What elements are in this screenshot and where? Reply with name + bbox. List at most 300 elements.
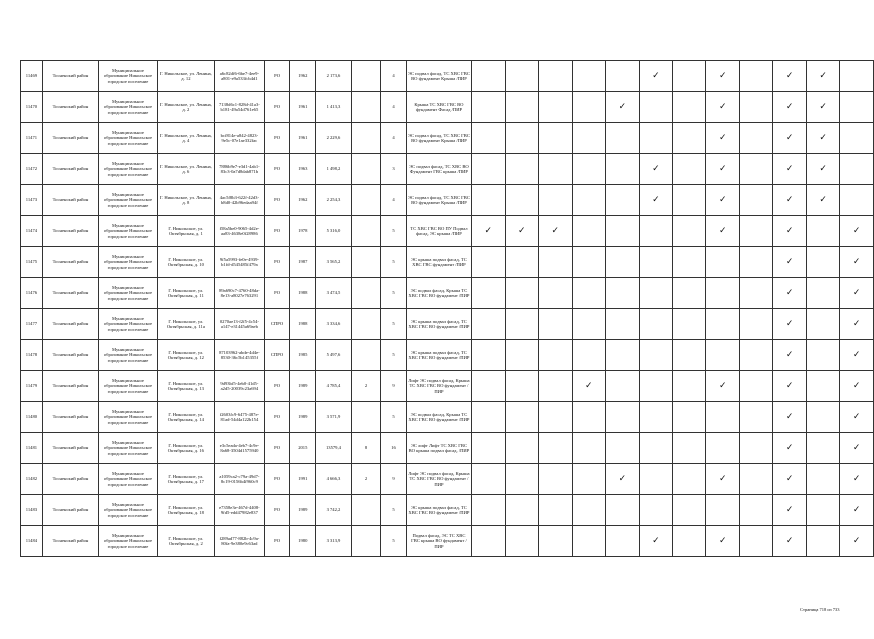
check-cell xyxy=(505,247,539,278)
check-cell xyxy=(739,495,772,526)
works-cell: ЭС подвал фасад, ТС ХВС ВО Фундамент ГВС крыша /ПИР xyxy=(406,154,471,185)
check-cell xyxy=(673,61,706,92)
method-cell: РО xyxy=(264,185,290,216)
check-cell xyxy=(472,464,506,495)
method-cell: РО xyxy=(264,464,290,495)
checkmark-icon: ✓ xyxy=(852,504,861,515)
value-cell xyxy=(351,216,380,247)
check-cell xyxy=(806,309,840,340)
check-cell xyxy=(806,185,840,216)
check-cell xyxy=(739,433,772,464)
check-cell xyxy=(706,495,740,526)
value-cell xyxy=(351,278,380,309)
address-cell: Г. Никольское, ул. Октябрьская, д. 11 xyxy=(157,278,214,309)
check-cell xyxy=(673,123,706,154)
checkmark-icon: ✓ xyxy=(785,442,794,453)
year-cell: 1989 xyxy=(290,371,316,402)
check-cell xyxy=(773,309,807,340)
checkmark-icon: ✓ xyxy=(718,163,727,174)
check-cell xyxy=(840,123,874,154)
check-cell xyxy=(639,309,673,340)
table-row xyxy=(21,123,874,154)
method-cell: РО xyxy=(264,371,290,402)
check-cell xyxy=(639,402,673,433)
municipality-cell: Муниципальное образование Никольское городское поселение xyxy=(99,123,158,154)
method-cell: РО xyxy=(264,433,290,464)
checkmark-icon: ✓ xyxy=(718,194,727,205)
checkmark-icon: ✓ xyxy=(785,70,794,81)
check-cell xyxy=(673,154,706,185)
floors-cell: 3 xyxy=(381,154,407,185)
check-cell xyxy=(572,402,606,433)
checkmark-icon: ✓ xyxy=(852,442,861,453)
check-cell xyxy=(572,61,606,92)
works-cell: Лифт ЭС подвал фасад, Крыша ТС ХВС ГВС ВО фундамент /ПИР xyxy=(406,464,471,495)
check-cell xyxy=(472,495,506,526)
check-cell xyxy=(773,92,807,123)
check-cell xyxy=(706,402,740,433)
check-cell xyxy=(505,216,539,247)
checkmark-icon: ✓ xyxy=(819,101,827,112)
check-cell xyxy=(773,247,807,278)
district-cell: Тосненский район xyxy=(42,433,98,464)
method-cell: РО xyxy=(264,278,290,309)
check-cell xyxy=(773,495,807,526)
checkmark-icon: ✓ xyxy=(718,380,727,391)
guid-cell: f2603fc9-6475-487e-81ad-54d4a122b154 xyxy=(215,402,265,433)
register-table xyxy=(20,60,874,557)
check-cell xyxy=(739,247,772,278)
floors-cell: 5 xyxy=(381,340,407,371)
check-cell xyxy=(639,278,673,309)
guid-cell: f289ad77-882b-4c9a-80fa-9e380e9c63ad xyxy=(215,526,265,557)
checkmark-icon: ✓ xyxy=(718,132,727,143)
area-cell: 1 498,2 xyxy=(316,154,352,185)
check-cell xyxy=(840,464,874,495)
check-cell xyxy=(739,92,772,123)
check-cell xyxy=(606,61,640,92)
check-cell xyxy=(806,92,840,123)
check-cell xyxy=(505,92,539,123)
municipality-cell: Муниципальное образование Никольское городское поселение xyxy=(99,216,158,247)
checkmark-icon: ✓ xyxy=(785,504,794,515)
check-cell xyxy=(840,526,874,557)
district-cell: Тосненский район xyxy=(42,92,98,123)
district-cell: Тосненский район xyxy=(42,526,98,557)
check-cell xyxy=(706,216,740,247)
check-cell xyxy=(539,216,573,247)
check-cell xyxy=(673,433,706,464)
check-cell xyxy=(706,526,740,557)
check-cell xyxy=(472,123,506,154)
check-cell xyxy=(739,185,772,216)
row-id: 11480 xyxy=(21,402,43,433)
check-cell xyxy=(472,278,506,309)
page-footer: Страница 718 из 733 xyxy=(800,607,840,612)
check-cell xyxy=(739,216,772,247)
check-cell xyxy=(572,92,606,123)
check-cell xyxy=(773,154,807,185)
check-cell xyxy=(840,92,874,123)
check-cell xyxy=(606,371,640,402)
municipality-cell: Муниципальное образование Никольское городское поселение xyxy=(99,340,158,371)
check-cell xyxy=(572,433,606,464)
year-cell: 1989 xyxy=(290,402,316,433)
district-cell: Тосненский район xyxy=(42,495,98,526)
check-cell xyxy=(639,154,673,185)
guid-cell: e7358e3e-467d-4408-9fd5-edd47982e837 xyxy=(215,495,265,526)
check-cell xyxy=(539,123,573,154)
district-cell: Тосненский район xyxy=(42,278,98,309)
guid-cell: a1059ca2-c79a-49d7-8c19-0156b4f960c9 xyxy=(215,464,265,495)
check-cell xyxy=(739,340,772,371)
guid-cell: e3c5eada-4eb7-4c9e-8a68-3504d1575940 xyxy=(215,433,265,464)
check-cell xyxy=(840,371,874,402)
check-cell xyxy=(840,185,874,216)
check-cell xyxy=(773,371,807,402)
floors-cell: 4 xyxy=(381,92,407,123)
municipality-cell: Муниципальное образование Никольское городское поселение xyxy=(99,278,158,309)
floors-cell: 4 xyxy=(381,123,407,154)
checkmark-icon: ✓ xyxy=(785,256,794,267)
check-cell xyxy=(472,309,506,340)
year-cell: 1962 xyxy=(290,185,316,216)
method-cell: РО xyxy=(264,216,290,247)
address-cell: Г. Никольское, ул. Ленина, д. 8 xyxy=(157,185,214,216)
check-cell xyxy=(706,371,740,402)
check-cell xyxy=(539,464,573,495)
check-cell xyxy=(706,464,740,495)
method-cell: СПРО xyxy=(264,309,290,340)
checkmark-icon: ✓ xyxy=(785,163,794,174)
checkmark-icon: ✓ xyxy=(852,473,861,484)
area-cell: 3 565,2 xyxy=(316,247,352,278)
check-cell xyxy=(806,154,840,185)
floors-cell: 4 xyxy=(381,185,407,216)
check-cell xyxy=(539,61,573,92)
table-row xyxy=(21,278,874,309)
check-cell xyxy=(739,309,772,340)
floors-cell: 5 xyxy=(381,402,407,433)
check-cell xyxy=(472,216,506,247)
year-cell: 1991 xyxy=(290,464,316,495)
check-cell xyxy=(539,247,573,278)
method-cell: РО xyxy=(264,526,290,557)
check-cell xyxy=(539,340,573,371)
area-cell: 3 571,9 xyxy=(316,402,352,433)
check-cell xyxy=(539,309,573,340)
address-cell: Г. Никольское, ул. Октябрьская, д. 18 xyxy=(157,495,214,526)
check-cell xyxy=(673,247,706,278)
check-cell xyxy=(806,340,840,371)
works-cell: ТС ХВС ГВС ВО ПУ Подвал фасад, ЭС крыша /ПИР xyxy=(406,216,471,247)
check-cell xyxy=(806,123,840,154)
check-cell xyxy=(739,402,772,433)
check-cell xyxy=(639,371,673,402)
municipality-cell: Муниципальное образование Никольское городское поселение xyxy=(99,309,158,340)
check-cell xyxy=(639,433,673,464)
checkmark-icon: ✓ xyxy=(785,380,794,391)
year-cell: 1987 xyxy=(290,247,316,278)
check-cell xyxy=(505,61,539,92)
district-cell: Тосненский район xyxy=(42,371,98,402)
area-cell: 3 313,9 xyxy=(316,526,352,557)
check-cell xyxy=(472,154,506,185)
municipality-cell: Муниципальное образование Никольское городское поселение xyxy=(99,247,158,278)
value-cell xyxy=(351,61,380,92)
check-cell xyxy=(572,154,606,185)
address-cell: Г. Никольское, ул. Октябрьская, д. 14 xyxy=(157,402,214,433)
check-cell xyxy=(639,185,673,216)
year-cell: 1963 xyxy=(290,154,316,185)
check-cell xyxy=(840,340,874,371)
check-cell xyxy=(472,526,506,557)
area-cell: 4 785,4 xyxy=(316,371,352,402)
works-cell: Крыша ТС ХВС ГВС ВО фундамент Фасад /ПИР xyxy=(406,92,471,123)
check-cell xyxy=(606,340,640,371)
check-cell xyxy=(505,278,539,309)
checkmark-icon: ✓ xyxy=(652,535,660,546)
guid-cell: bcf814e-a842-4823-9e5c-07e1ae332fac xyxy=(215,123,265,154)
value-cell xyxy=(351,92,380,123)
checkmark-icon: ✓ xyxy=(518,225,526,236)
municipality-cell: Муниципальное образование Никольское городское поселение xyxy=(99,92,158,123)
checkmark-icon: ✓ xyxy=(852,535,861,546)
check-cell xyxy=(773,464,807,495)
check-cell xyxy=(706,154,740,185)
checkmark-icon: ✓ xyxy=(852,411,861,422)
check-cell xyxy=(505,433,539,464)
check-cell xyxy=(539,526,573,557)
area-cell: 2 254,3 xyxy=(316,185,352,216)
check-cell xyxy=(840,433,874,464)
floors-cell: 5 xyxy=(381,247,407,278)
check-cell xyxy=(472,185,506,216)
value-cell: 2 xyxy=(351,371,380,402)
checkmark-icon: ✓ xyxy=(618,101,627,112)
check-cell xyxy=(706,340,740,371)
year-cell: 2015 xyxy=(290,433,316,464)
checkmark-icon: ✓ xyxy=(785,225,794,236)
check-cell xyxy=(840,154,874,185)
check-cell xyxy=(505,402,539,433)
check-cell xyxy=(739,123,772,154)
check-cell xyxy=(505,464,539,495)
checkmark-icon: ✓ xyxy=(852,318,861,329)
checkmark-icon: ✓ xyxy=(785,349,794,360)
checkmark-icon: ✓ xyxy=(785,473,794,484)
check-cell xyxy=(639,216,673,247)
check-cell xyxy=(572,526,606,557)
check-cell xyxy=(840,247,874,278)
area-cell: 5 497,6 xyxy=(316,340,352,371)
row-id: 11470 xyxy=(21,92,43,123)
checkmark-icon: ✓ xyxy=(785,287,794,298)
value-cell xyxy=(351,247,380,278)
works-cell: ЭС крыша подвал фасад, ТС ХВС ГВС фундамент /ПИР xyxy=(406,247,471,278)
checkmark-icon: ✓ xyxy=(852,380,861,391)
check-cell xyxy=(572,185,606,216)
checkmark-icon: ✓ xyxy=(652,70,660,81)
district-cell: Тосненский район xyxy=(42,247,98,278)
table-row xyxy=(21,247,874,278)
check-cell xyxy=(706,309,740,340)
check-cell xyxy=(673,464,706,495)
guid-cell: 4ac5f8b3-622f-42d3-b8d0-42b96edaa94f xyxy=(215,185,265,216)
check-cell xyxy=(606,247,640,278)
address-cell: Г. Никольское, ул. Ленина, д. 2 xyxy=(157,92,214,123)
floors-cell: 5 xyxy=(381,278,407,309)
floors-cell: 5 xyxy=(381,216,407,247)
check-cell xyxy=(673,309,706,340)
check-cell xyxy=(773,340,807,371)
works-cell: ЭС лифт Лифт ТС ХВС ГВС ВО крыша подвал фасад, /ПИР xyxy=(406,433,471,464)
guid-cell: 9d93bf5-4eb0-41d5-a2d5-20039c23a694 xyxy=(215,371,265,402)
checkmark-icon: ✓ xyxy=(551,225,560,236)
check-cell xyxy=(472,371,506,402)
check-cell xyxy=(773,216,807,247)
check-cell xyxy=(572,464,606,495)
guid-cell: 0270ae13-f2f5-4c54-a147-e31445a69aeb xyxy=(215,309,265,340)
check-cell xyxy=(606,216,640,247)
check-cell xyxy=(572,371,606,402)
checkmark-icon: ✓ xyxy=(785,318,794,329)
value-cell: 8 xyxy=(351,433,380,464)
municipality-cell: Муниципальное образование Никольское городское поселение xyxy=(99,402,158,433)
checkmark-icon: ✓ xyxy=(852,256,861,267)
works-cell: ЭС крыша подвал фасад, ТС ХВС ГВС ВО фундамент /ПИР xyxy=(406,495,471,526)
check-cell xyxy=(806,495,840,526)
address-cell: Г. Никольское, ул. Ленина, д. 6 xyxy=(157,154,214,185)
check-cell xyxy=(572,309,606,340)
area-cell: 3 474,5 xyxy=(316,278,352,309)
municipality-cell: Муниципальное образование Никольское городское поселение xyxy=(99,526,158,557)
row-id: 11475 xyxy=(21,247,43,278)
method-cell: РО xyxy=(264,247,290,278)
address-cell: Г. Никольское, ул. Октябрьская, д. 10 xyxy=(157,247,214,278)
check-cell xyxy=(606,154,640,185)
check-cell xyxy=(739,278,772,309)
check-cell xyxy=(572,340,606,371)
row-id: 11482 xyxy=(21,464,43,495)
municipality-cell: Муниципальное образование Никольское городское поселение xyxy=(99,185,158,216)
floors-cell: 5 xyxy=(381,526,407,557)
guid-cell: 89a690c7-4760-48da-8e13-a8027e763291 xyxy=(215,278,265,309)
municipality-cell: Муниципальное образование Никольское городское поселение xyxy=(99,495,158,526)
check-cell xyxy=(739,371,772,402)
check-cell xyxy=(539,154,573,185)
guid-cell: 87103962-abde-4d4e-8530-36c5b145355f xyxy=(215,340,265,371)
works-cell: ЭС подвал фасад, Крыша ТС ХВС ГВС ВО фундамент /ПИР xyxy=(406,402,471,433)
table-row xyxy=(21,340,874,371)
check-cell xyxy=(539,402,573,433)
checkmark-icon: ✓ xyxy=(819,163,827,174)
check-cell xyxy=(773,278,807,309)
method-cell: РО xyxy=(264,123,290,154)
year-cell: 1961 xyxy=(290,92,316,123)
table-row xyxy=(21,92,874,123)
guid-cell: f58a5be0-9065-4d2e-aa83-4638e0f28986 xyxy=(215,216,265,247)
value-cell xyxy=(351,526,380,557)
works-cell: ЭС подвал фасад, ТС ХВС ГВС ВО фундамент Крыша /ПИР xyxy=(406,185,471,216)
check-cell xyxy=(739,464,772,495)
method-cell: РО xyxy=(264,402,290,433)
guid-cell: 9f5a5993-fe0e-4939-b1fd-d545485f479a xyxy=(215,247,265,278)
row-id: 11476 xyxy=(21,278,43,309)
check-cell xyxy=(806,433,840,464)
check-cell xyxy=(673,92,706,123)
value-cell: 2 xyxy=(351,464,380,495)
check-cell xyxy=(840,216,874,247)
check-cell xyxy=(572,123,606,154)
check-cell xyxy=(505,340,539,371)
check-cell xyxy=(806,61,840,92)
check-cell xyxy=(840,309,874,340)
floors-cell: 4 xyxy=(381,61,407,92)
check-cell xyxy=(806,216,840,247)
check-cell xyxy=(539,92,573,123)
checkmark-icon: ✓ xyxy=(819,70,827,81)
table-row xyxy=(21,371,874,402)
check-cell xyxy=(806,371,840,402)
table-row xyxy=(21,526,874,557)
works-cell: ЭС подвал фасад, ТС ХВС ГВС ВО фундамент Крыша /ПИР xyxy=(406,123,471,154)
check-cell xyxy=(806,464,840,495)
table-row xyxy=(21,433,874,464)
check-cell xyxy=(806,278,840,309)
check-cell xyxy=(539,371,573,402)
row-id: 11474 xyxy=(21,216,43,247)
district-cell: Тосненский район xyxy=(42,340,98,371)
year-cell: 1989 xyxy=(290,495,316,526)
check-cell xyxy=(639,92,673,123)
check-cell xyxy=(572,495,606,526)
method-cell: РО xyxy=(264,92,290,123)
check-cell xyxy=(706,123,740,154)
checkmark-icon: ✓ xyxy=(852,287,861,298)
district-cell: Тосненский район xyxy=(42,216,98,247)
check-cell xyxy=(673,495,706,526)
check-cell xyxy=(673,402,706,433)
row-id: 11478 xyxy=(21,340,43,371)
check-cell xyxy=(505,526,539,557)
district-cell: Тосненский район xyxy=(42,464,98,495)
check-cell xyxy=(639,123,673,154)
checkmark-icon: ✓ xyxy=(718,70,727,81)
check-cell xyxy=(639,464,673,495)
check-cell xyxy=(606,495,640,526)
address-cell: Г. Никольское, ул. Октябрьская, д. 2 xyxy=(157,526,214,557)
municipality-cell: Муниципальное образование Никольское городское поселение xyxy=(99,371,158,402)
row-id: 11472 xyxy=(21,154,43,185)
district-cell: Тосненский район xyxy=(42,402,98,433)
check-cell xyxy=(505,309,539,340)
check-cell xyxy=(673,185,706,216)
check-cell xyxy=(773,185,807,216)
check-cell xyxy=(706,433,740,464)
check-cell xyxy=(539,433,573,464)
row-id: 11473 xyxy=(21,185,43,216)
check-cell xyxy=(773,526,807,557)
row-id: 11479 xyxy=(21,371,43,402)
check-cell xyxy=(572,278,606,309)
table-row xyxy=(21,495,874,526)
guid-cell: 7138d6c1-828d-41a3-b181-49a54d761e65 xyxy=(215,92,265,123)
district-cell: Тосненский район xyxy=(42,185,98,216)
check-cell xyxy=(840,495,874,526)
address-cell: Г. Никольское, ул. Октябрьская, д. 13 xyxy=(157,371,214,402)
row-id: 11481 xyxy=(21,433,43,464)
